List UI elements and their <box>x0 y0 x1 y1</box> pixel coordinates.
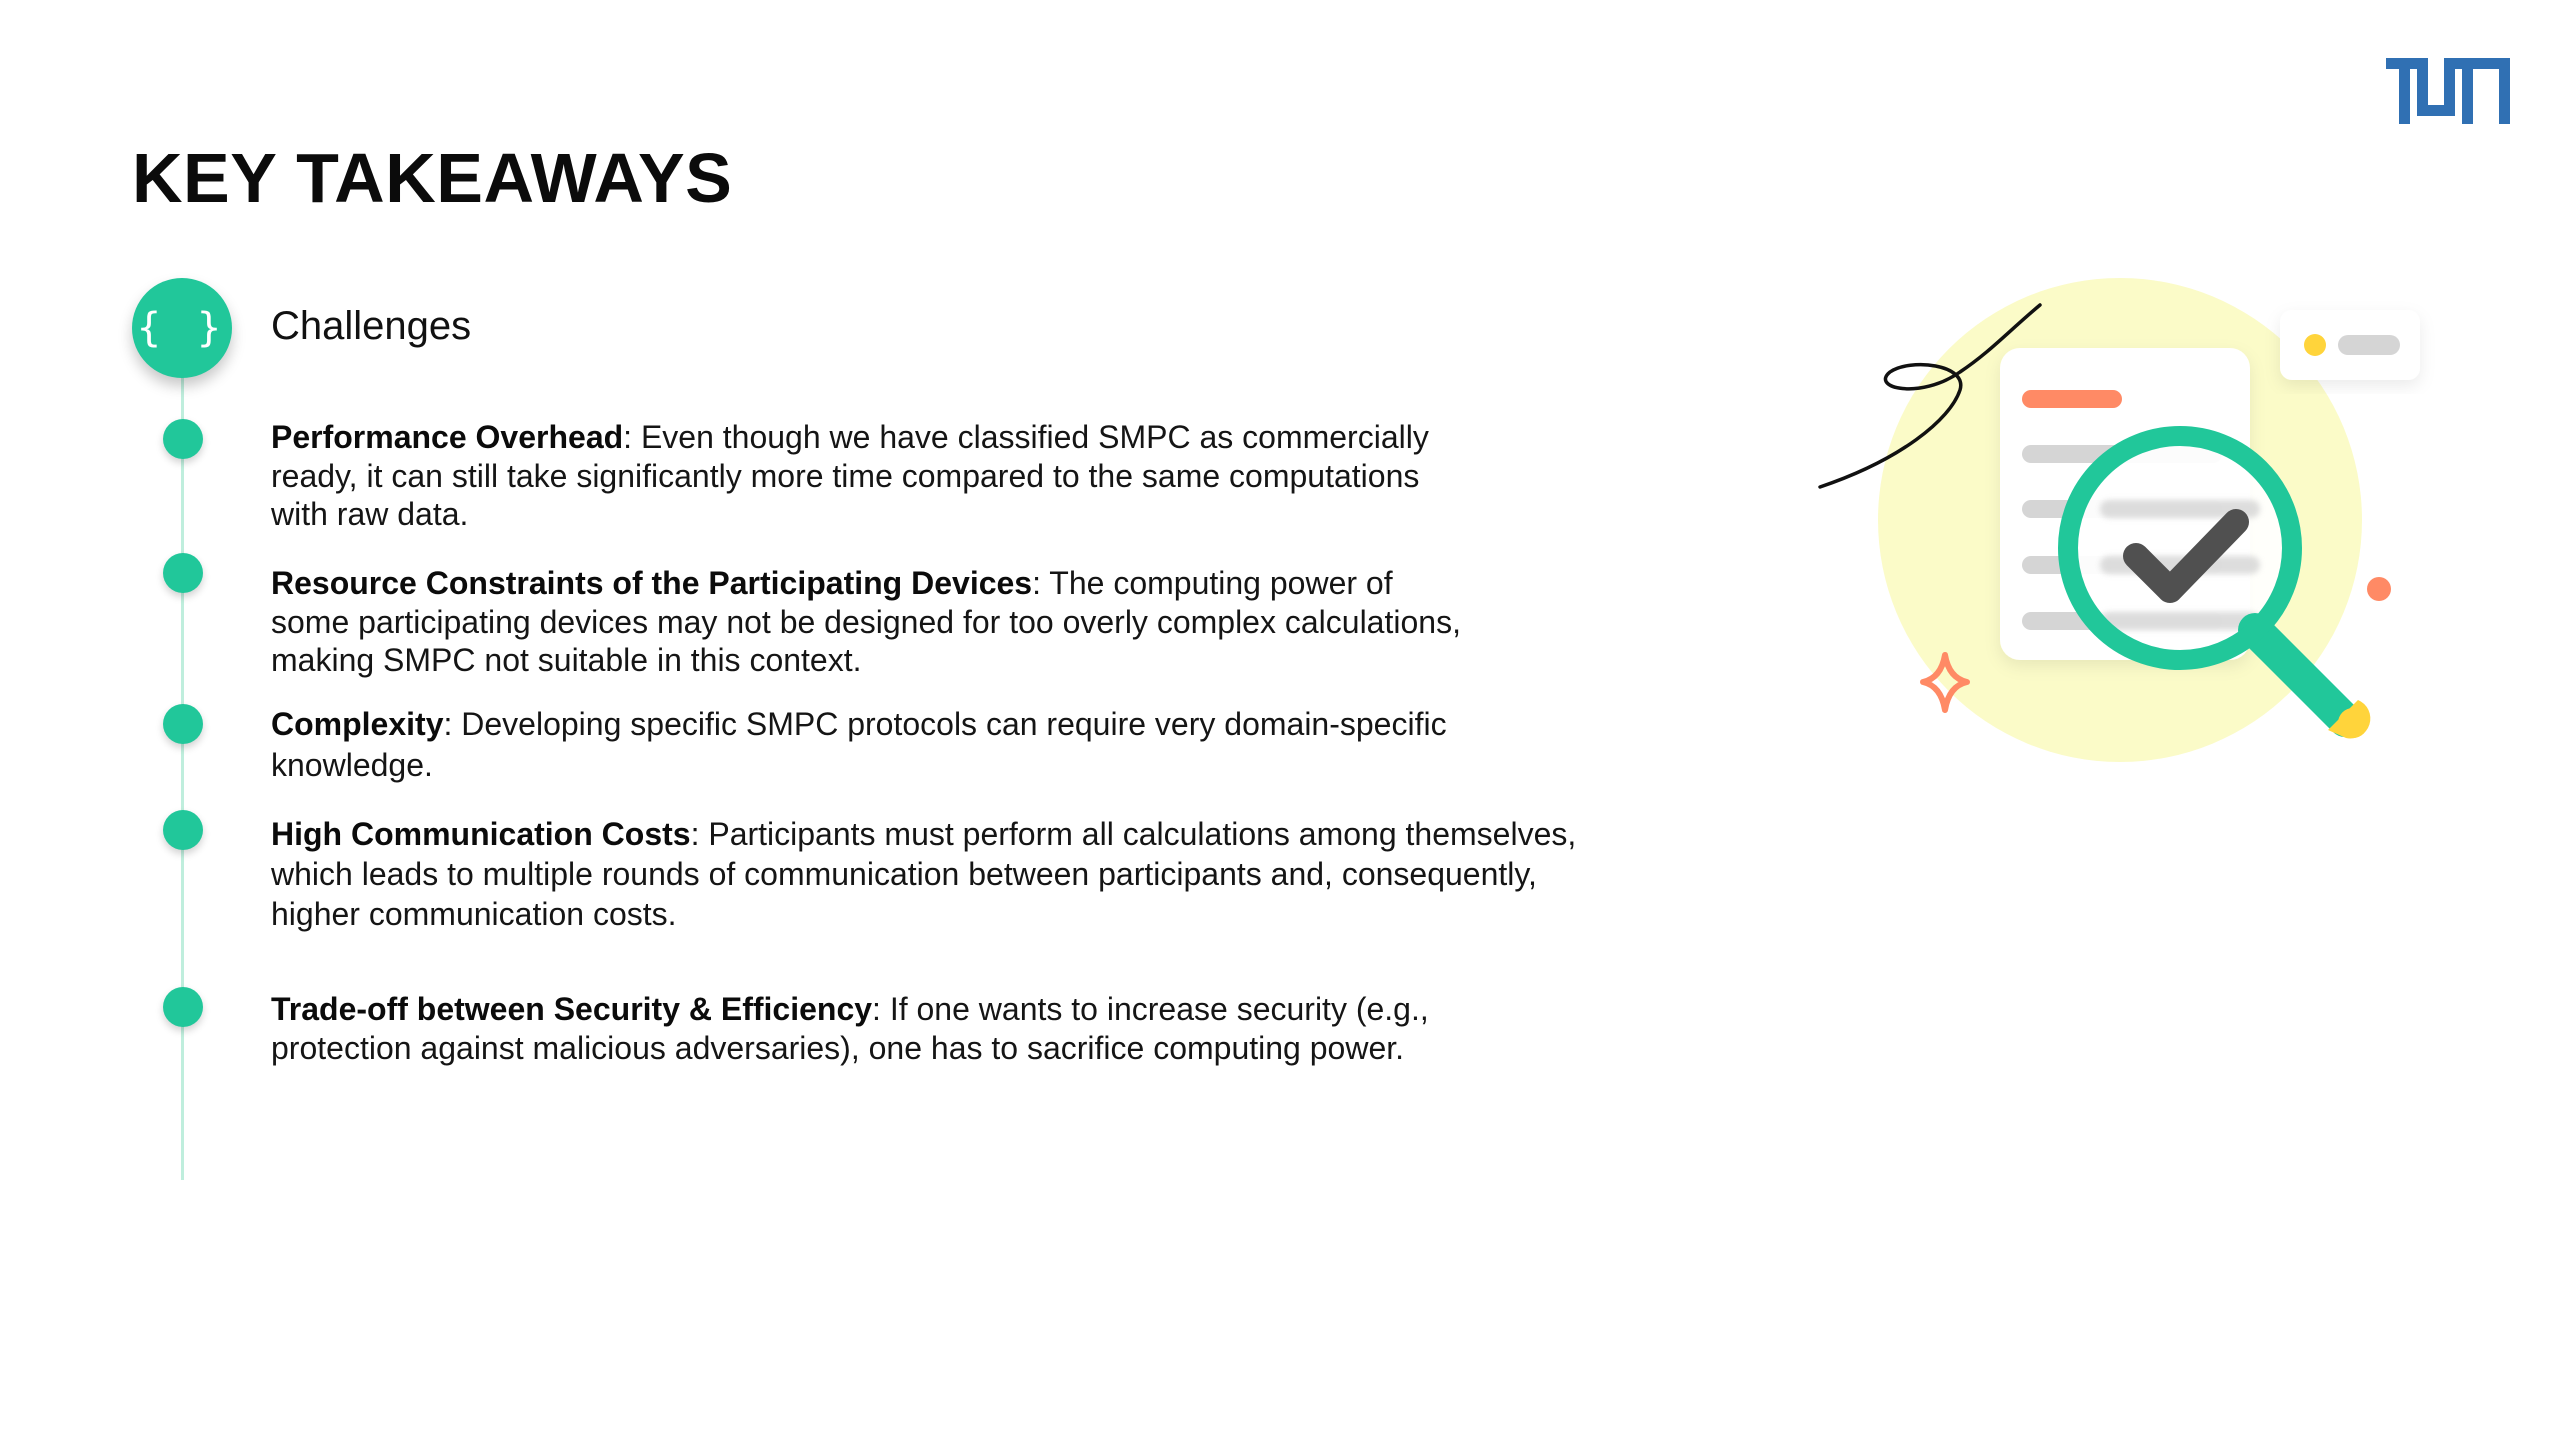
takeaway-item <box>271 990 1471 1067</box>
takeaway-heading: Complexity <box>271 706 444 742</box>
takeaway-heading: Performance Overhead <box>271 419 624 455</box>
takeaway-item <box>271 704 1471 786</box>
tum-logo <box>2386 58 2510 124</box>
takeaway-heading: High Communication Costs <box>271 816 691 852</box>
takeaway-heading: Trade-off between Security & Efficiency <box>271 991 873 1027</box>
timeline-dot <box>163 810 203 850</box>
magnifier-checkmark-document-icon <box>1800 260 2440 780</box>
timeline-dot <box>163 419 203 459</box>
timeline-dot <box>163 704 203 744</box>
curly-braces-icon: { } <box>132 278 232 378</box>
timeline-dot <box>163 553 203 593</box>
timeline-line <box>181 370 184 1180</box>
takeaway-item <box>271 418 1471 534</box>
section-title: Challenges <box>271 304 472 348</box>
takeaway-heading: Resource Constraints of the Participating Devices <box>271 565 1033 601</box>
timeline-dot <box>163 987 203 1027</box>
takeaway-body: : Developing specific SMPC protocols can require very domain-specific knowledge. <box>271 706 1447 783</box>
takeaway-item <box>271 564 1471 680</box>
page-title: KEY TAKEAWAYS <box>132 139 733 217</box>
takeaway-item <box>271 814 1601 934</box>
takeaway-body: : Participants must perform all calculations among themselves, which leads to multiple rounds of communication between participants and, consequently, higher communication costs. <box>271 816 1577 932</box>
takeaway-body: : Even though we have classified SMPC as commercially ready, it can still take significantly more time compared to the same computations with raw data. <box>271 419 1429 532</box>
takeaway-body: : The computing power of some participating devices may not be designed for too overly complex calculations, making SMPC not suitable in this context. <box>271 565 1461 678</box>
takeaway-body: : If one wants to increase security (e.g., protection against malicious adversaries), one has to sacrifice computing power. <box>271 991 1429 1066</box>
